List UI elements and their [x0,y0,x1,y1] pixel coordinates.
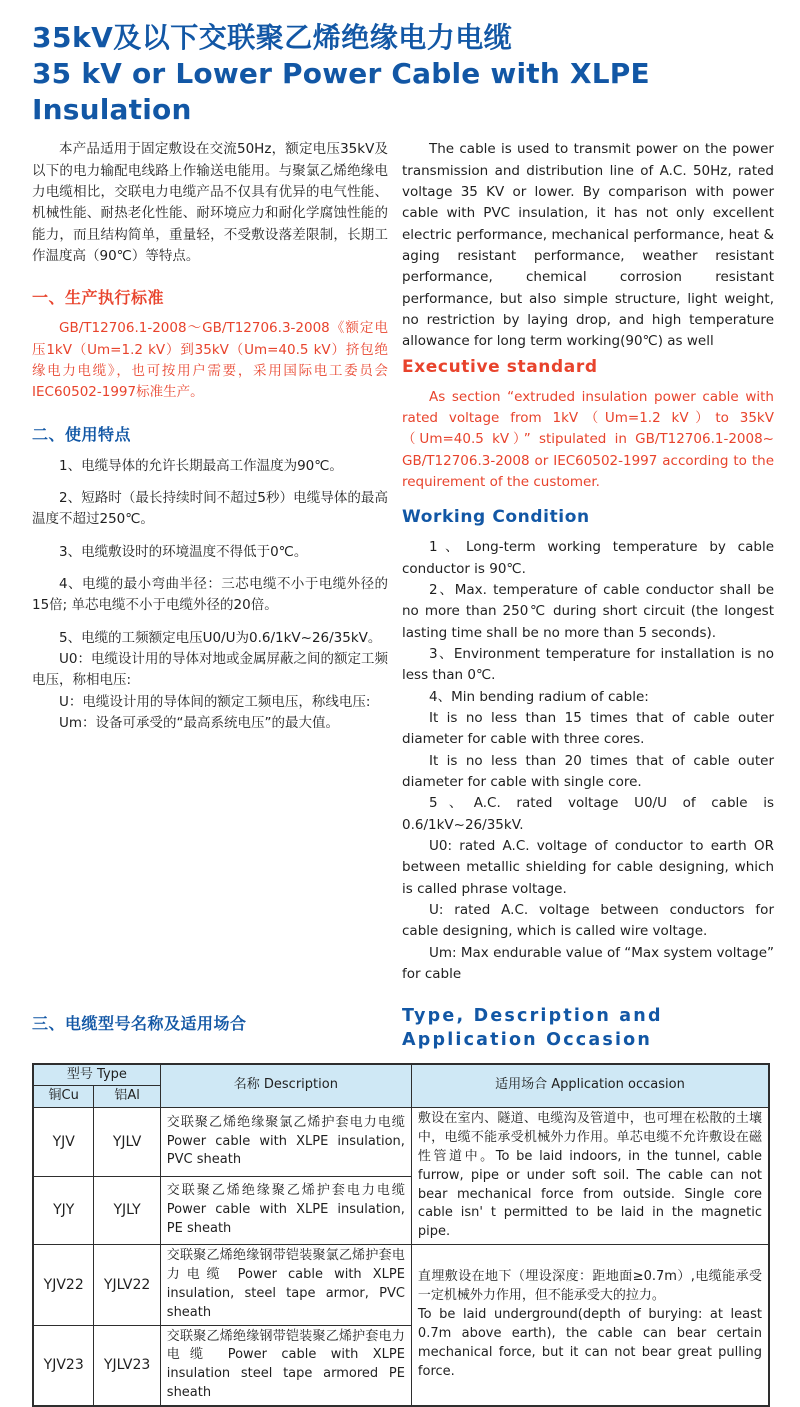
cable-description: 交联聚乙烯绝缘聚乙烯护套电力电缆Power cable with XLPE insulation, PE sheath [160,1176,411,1244]
cable-description: 交联聚乙烯绝缘钢带铠装聚乙烯护套电力电缆 Power cable with XLPE insulation steel tape armored PE sheath [160,1325,411,1406]
working-item: 4、Min bending radium of cable: [429,688,649,705]
intro-paragraph-zh: 本产品适用于固定敷设在交流50Hz，额定电压35kV及以下的电力输配电线路上作输送电能用。与聚氯乙烯绝缘电力电缆相比，交联电力电缆产品不仅具有优异的电气性能、机械性能、耐热老化性能、耐环境应力和耐化学腐蚀性能的能力，而且结构简单，重量轻，不受敷设落差限制，长期工作温度高（90℃）等特点。 [32,141,388,265]
table-row [33,1108,769,1176]
type-cu: YJV23 [33,1325,94,1406]
type-al: YJLY [94,1176,160,1244]
page-title-chinese: 35kV及以下交联聚乙烯绝缘电力电缆 [32,21,513,54]
cable-type-table [32,1063,770,1407]
voltage-line: U0：电缆设计用的导体对地或金属屏蔽之间的额定工频电压，称相电压: [32,651,388,689]
application-occasion [411,1245,769,1406]
type-al: YJLV23 [94,1325,160,1406]
type-al: YJLV22 [94,1245,160,1325]
working-item: It is no less than 20 times that of cable outer diameter for cable with single core. [402,752,774,791]
header-occasion: 适用场合 Application occasion [411,1064,769,1108]
working-item: It is no less than 15 times that of cable outer diameter for cable with three cores. [402,710,774,748]
header-aluminium: 铝Al [94,1086,160,1108]
executive-standard-heading: Executive standard [402,356,598,377]
occasion-chinese: 直埋敷设在地下（埋设深度：距地面≥0.7m）,电缆能承受一定机械外力作用，但不能承受大的拉力。 [417,1269,762,1304]
feature-item: 1、电缆导体的允许长期最高工作温度为90℃。 [59,457,343,474]
voltage-definitions-zh [32,628,388,735]
working-item: U: rated A.C. voltage between conductors for cable designing, which is called wire voltage. [402,901,774,940]
feature-item: 3、电缆敷设时的环境温度不得低于0℃。 [59,543,308,560]
header-copper: 铜Cu [33,1086,94,1108]
english-column [402,139,774,985]
voltage-line: 5、电缆的工频额定电压U0/U为0.6/1kV~26/35kV。 [59,629,382,646]
section3-heading-en: Type, Description and Application Occasion [402,1006,663,1050]
cable-description: 交联聚乙烯绝缘钢带铠装聚氯乙烯护套电力电缆 Power cable with XLPE insulation, steel tape armor, PVC sheath [160,1245,411,1325]
type-al: YJLV [94,1108,160,1176]
section3-heading-zh: 三、电缆型号名称及适用场合 [32,1014,247,1034]
working-item: 3、Environment temperature for installation is no less than 0℃. [402,646,774,684]
section3-heading-row [32,1005,770,1052]
working-condition-heading: Working Condition [402,507,590,528]
section2-heading-zh: 二、使用特点 [32,424,132,444]
table-header-row [33,1064,769,1086]
working-item: 5、A.C. rated voltage U0/U of cable is 0.6/1kV~26/35kV. [402,795,774,833]
feature-item: 2、短路时（最长持续时间不超过5秒）电缆导体的最高温度不超过250℃。 [32,490,388,528]
working-item: 2、Max. temperature of cable conductor shall be no more than 250℃ during short circuit (the longest lasting time shall be no more than 5 seconds). [402,582,774,641]
chinese-column [32,139,388,985]
feature-item: 4、电缆的最小弯曲半径：三芯电缆不小于电缆外径的15倍; 单芯电缆不小于电缆外径的20倍。 [32,576,388,614]
occasion-english: To be laid underground(depth of burying: at least 0.7m above earth), the cable can bear certain mechanical force, but it can not bear great pulling force. [417,1307,762,1379]
voltage-line: U：电缆设计用的导体间的额定工频电压，称线电压: [59,693,371,710]
standard-paragraph-en: As section “extruded insulation power cable with rated voltage from 1kV（Um=1.2 kV）to 35kV（Um=40.5 kV）” stipulated in GB/T12706.1-2008~ GB/T12706.3-2008 or IEC60502-1997 according to the requirement of the customer. [402,388,774,491]
type-cu: YJV [33,1108,94,1176]
voltage-line: Um：设备可承受的“最高系统电压”的最大值。 [59,715,340,732]
working-item: 1、Long-term working temperature by cable conductor is 90℃. [402,539,774,577]
working-item: U0: rated A.C. voltage of conductor to earth OR between metallic shielding for cable designing, which is called phrase voltage. [402,838,774,897]
application-occasion: 敷设在室内、隧道、电缆沟及管道中，也可埋在松散的土壤中，电缆不能承受机械外力作用。单芯电缆不允许敷设在磁性管道中。To be laid indoors, in the tunnel, cable furrow, pipe or under soft soil. The cable can not bear mechanical force from outside. Single core cable isn' t permitted to be laid in the magnetic pipe. [411,1108,769,1245]
standard-paragraph-zh: GB/T12706.1-2008～GB/T12706.3-2008《额定电压1kV（Um=1.2 kV）到35kV（Um=40.5 kV）挤包绝缘电力电缆》，也可按用户需要，采用国际电工委员会IEC60502-1997标准生产。 [32,320,388,401]
intro-paragraph-en: The cable is used to transmit power on the power transmission and distribution line of A.C. 50Hz, rated voltage 35 KV or lower. By comparison with power cable with PVC insulation, it has not only excellent electric performance, mechanical performance, heat & aging resistant performance, weather resistant performance, chemical corrosion resistant performance, but also simple structure, light weight, no restriction by laying drop, and high temperature allowance for long term working(90℃) as well [402,141,774,350]
cable-description: 交联聚乙烯绝缘聚氯乙烯护套电力电缆 Power cable with XLPE insulation, PVC sheath [160,1108,411,1176]
type-cu: YJV22 [33,1245,94,1325]
working-item: Um: Max endurable value of “Max system voltage” for cable [402,944,774,982]
working-condition-list [402,537,774,985]
two-column-body [32,139,774,985]
header-description: 名称 Description [160,1064,411,1108]
type-cu: YJY [33,1176,94,1244]
page-title-english: 35 kV or Lower Power Cable with XLPE Insulation [32,56,650,126]
section1-heading-zh: 一、生产执行标准 [32,288,165,308]
header-type: 型号 Type [33,1064,160,1086]
table-row [33,1245,769,1325]
